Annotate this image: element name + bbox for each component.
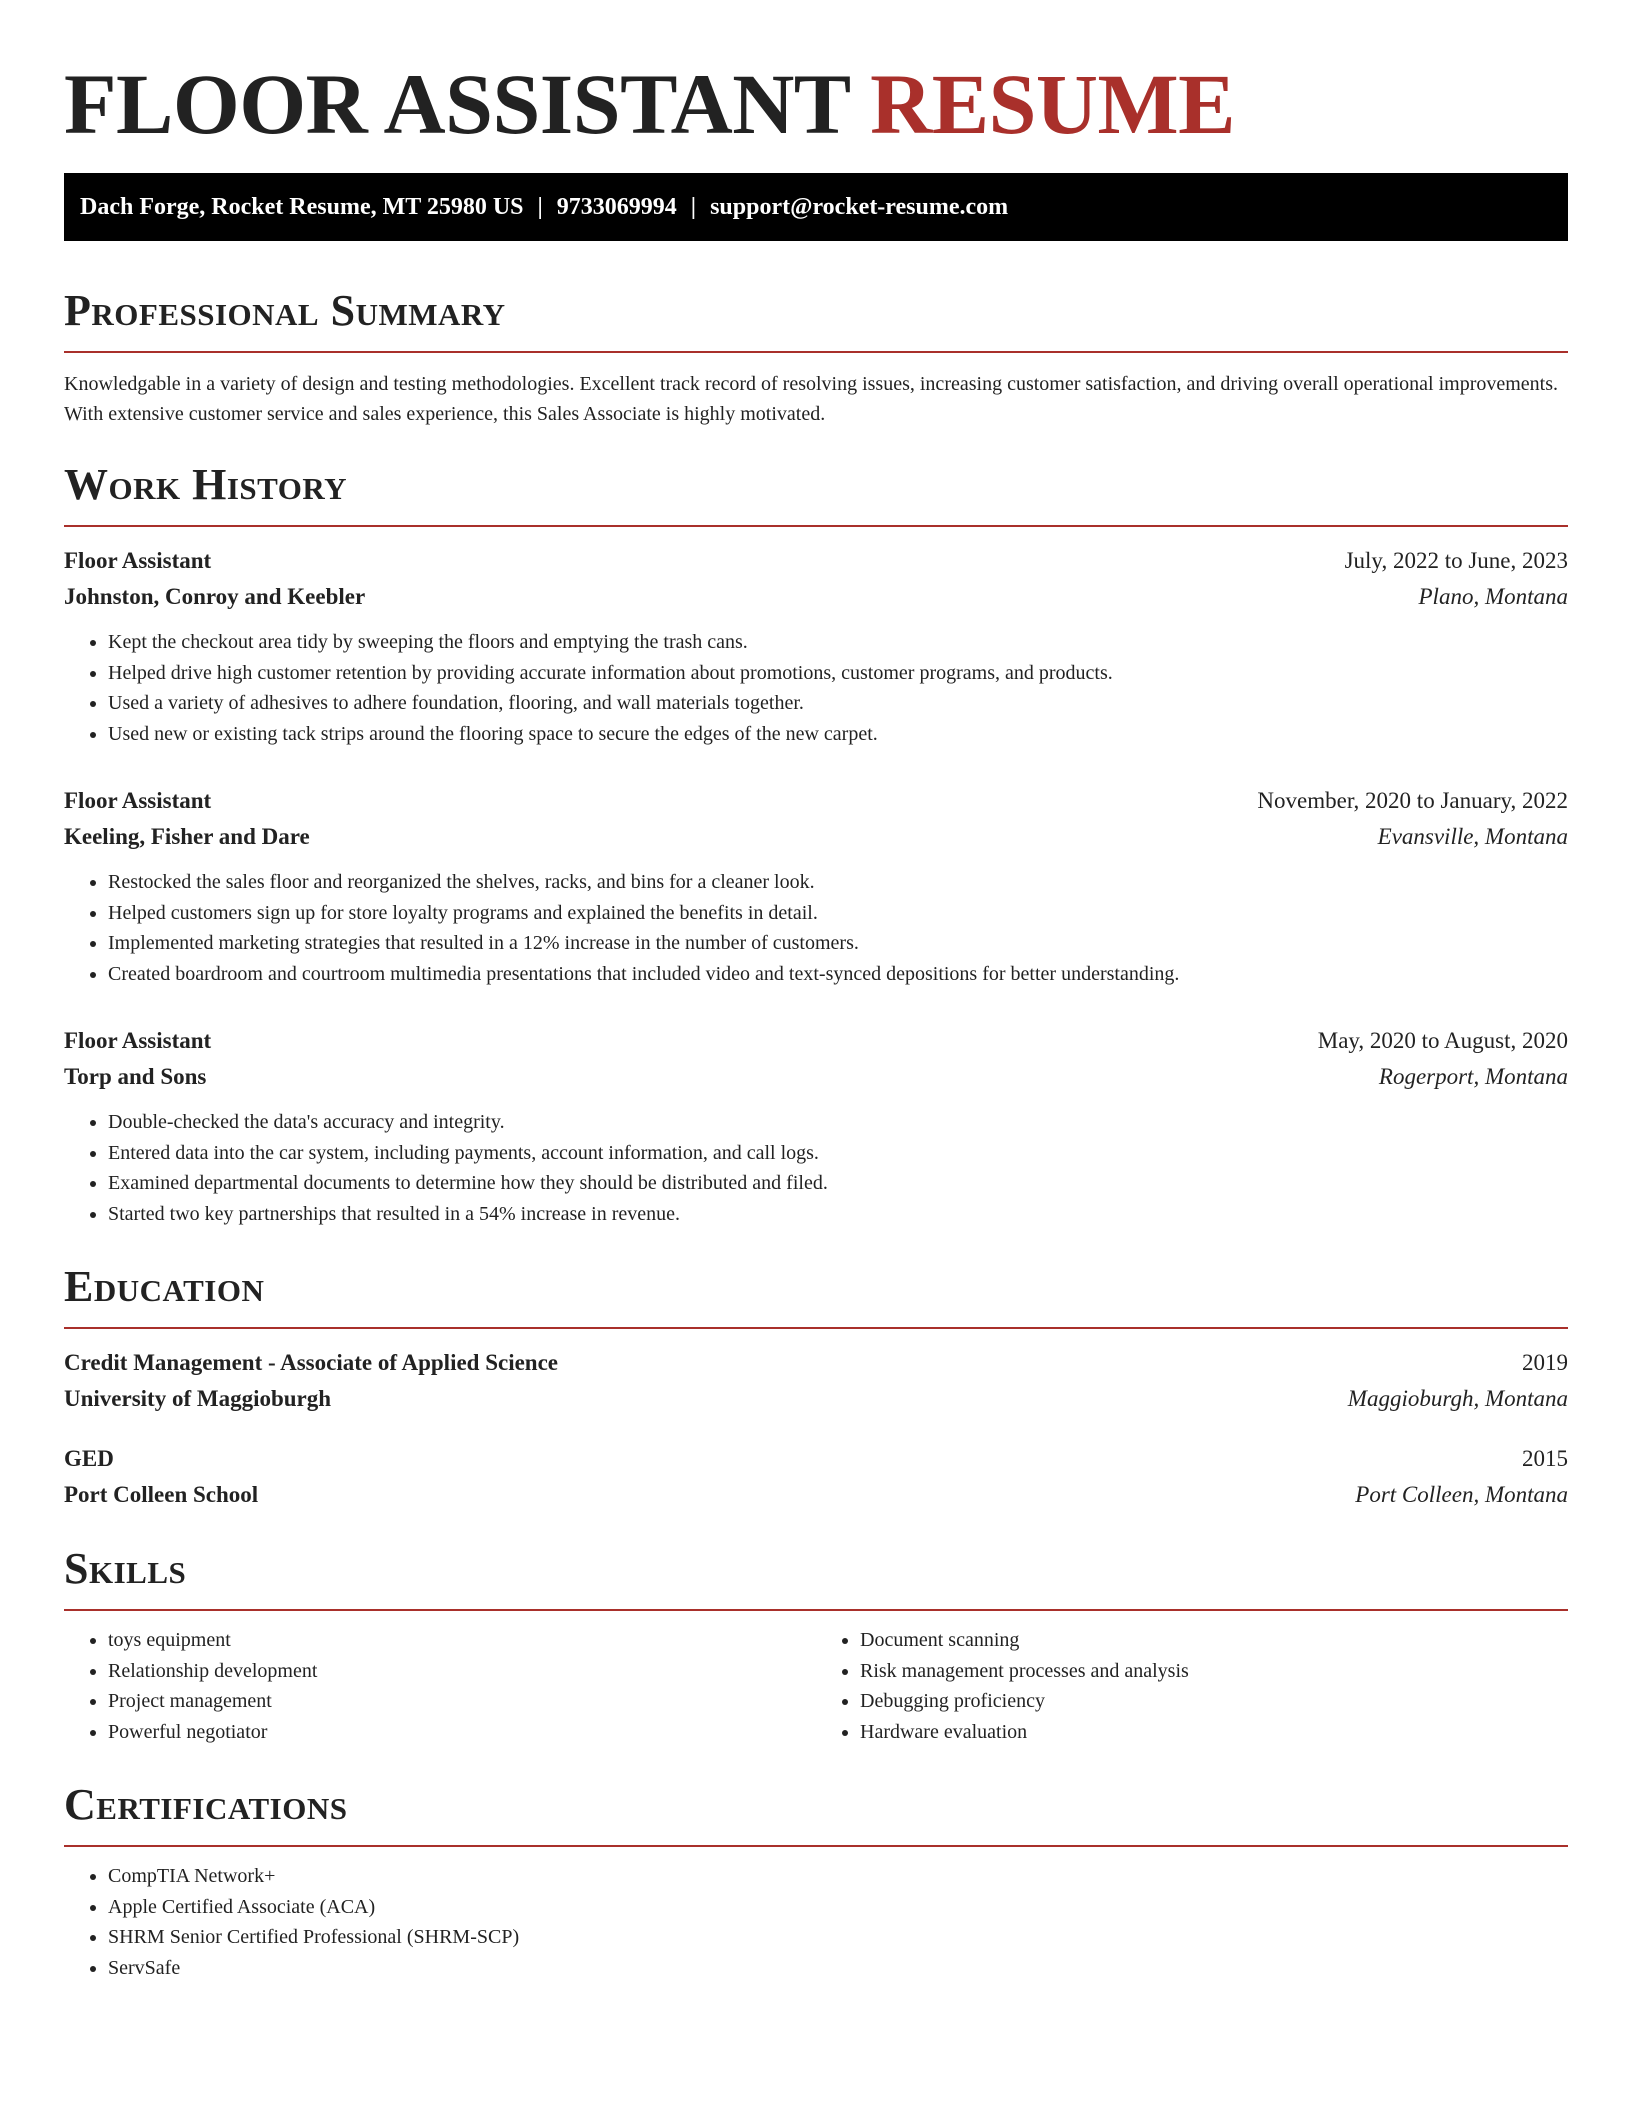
job-bullets (64, 867, 1568, 989)
education-header-row (64, 1441, 1568, 1477)
job-bullet: • Started two key partnerships that resulted in a 54% increase in revenue. (108, 1199, 1568, 1230)
job-bullet: • Used a variety of adhesives to adhere foundation, flooring, and wall materials together. (108, 688, 1568, 719)
job-bullet: • Used new or existing tack strips around the flooring space to secure the edges of the new carpet. (108, 719, 1568, 750)
contact-email: support@rocket-resume.com (710, 193, 1009, 220)
work-history-heading: Work History (64, 460, 348, 509)
job-bullet: • Double-checked the data's accuracy and integrity. (108, 1107, 1568, 1138)
job-header-row (64, 543, 1568, 579)
education-school-row (64, 1381, 1568, 1417)
skill-item: • Powerful negotiator (108, 1717, 816, 1748)
job-title: Floor Assistant (64, 788, 212, 813)
skill-item: • Risk management processes and analysis (860, 1656, 1568, 1687)
job-company-row (64, 819, 1568, 855)
skills-heading: Skills (64, 1544, 187, 1593)
job-company: Torp and Sons (64, 1064, 207, 1089)
skill-item: • Project management (108, 1686, 816, 1717)
job-bullets (64, 1107, 1568, 1229)
skill-item: • toys equipment (108, 1625, 816, 1656)
section-divider (64, 351, 1568, 353)
education-school: Port Colleen School (64, 1482, 259, 1507)
job-company-row (64, 1059, 1568, 1095)
job-bullet: • Implemented marketing strategies that resulted in a 12% increase in the number of customers. (108, 928, 1568, 959)
summary-text: Knowledgable in a variety of design and testing methodologies. Excellent track record of resolving issues, increasing customer satisfaction, and driving overall operational improvements. With extensive customer service and sales experience, this Sales Associate is highly motivated. (64, 373, 1559, 425)
contact-bar (64, 173, 1568, 241)
section-divider (64, 1845, 1568, 1847)
skill-item: • Debugging proficiency (860, 1686, 1568, 1717)
title-main: FLOOR ASSISTANT (64, 56, 850, 152)
education-year: 2015 (1522, 1446, 1568, 1471)
job-entry (64, 783, 1568, 989)
certification-item: • CompTIA Network+ (108, 1861, 1568, 1892)
work-history-section (64, 457, 1568, 1229)
contact-separator: | (537, 193, 543, 220)
job-bullets (64, 627, 1568, 749)
job-header-row (64, 1023, 1568, 1059)
education-school-row (64, 1477, 1568, 1513)
job-dates: May, 2020 to August, 2020 (1317, 1028, 1568, 1053)
certifications-heading: Certifications (64, 1780, 348, 1829)
job-bullet: • Helped drive high customer retention by providing accurate information about promotions, customer programs, and products. (108, 658, 1568, 689)
skill-item: • Hardware evaluation (860, 1717, 1568, 1748)
contact-phone: 9733069994 (556, 193, 677, 220)
certification-item: • Apple Certified Associate (ACA) (108, 1892, 1568, 1923)
job-title: Floor Assistant (64, 548, 212, 573)
education-degree: Credit Management - Associate of Applied Science (64, 1350, 559, 1375)
job-dates: November, 2020 to January, 2022 (1257, 788, 1568, 813)
job-bullet: • Kept the checkout area tidy by sweeping the floors and emptying the trash cans. (108, 627, 1568, 658)
job-location: Plano, Montana (1418, 584, 1568, 609)
certifications-section (64, 1777, 1568, 1983)
job-company-row (64, 579, 1568, 615)
summary-heading: Professional Summary (64, 286, 506, 335)
job-bullet: • Helped customers sign up for store loyalty programs and explained the benefits in detail. (108, 898, 1568, 929)
summary-section (64, 283, 1568, 429)
section-divider (64, 525, 1568, 527)
job-bullet: • Created boardroom and courtroom multimedia presentations that included video and text-synced depositions for better understanding. (108, 959, 1568, 990)
education-section (64, 1259, 1568, 1513)
skills-section (64, 1541, 1568, 1747)
certifications-list (64, 1861, 1568, 1983)
job-header-row (64, 783, 1568, 819)
job-entry (64, 543, 1568, 749)
skills-list-right (816, 1625, 1568, 1747)
job-location: Rogerport, Montana (1378, 1064, 1568, 1089)
job-bullet: • Examined departmental documents to determine how they should be distributed and filed. (108, 1168, 1568, 1199)
resume-title (64, 52, 1568, 156)
job-bullet: • Restocked the sales floor and reorganized the shelves, racks, and bins for a cleaner look. (108, 867, 1568, 898)
skill-item: • Relationship development (108, 1656, 816, 1687)
education-entry (64, 1345, 1568, 1417)
education-year: 2019 (1522, 1350, 1568, 1375)
job-company: Johnston, Conroy and Keebler (64, 584, 366, 609)
education-heading: Education (64, 1262, 265, 1311)
education-degree: GED (64, 1446, 114, 1471)
section-divider (64, 1327, 1568, 1329)
job-entry (64, 1023, 1568, 1229)
education-school: University of Maggioburgh (64, 1386, 332, 1411)
skills-list-left (64, 1625, 816, 1747)
skill-item: • Document scanning (860, 1625, 1568, 1656)
education-entry (64, 1441, 1568, 1513)
contact-address: Dach Forge, Rocket Resume, MT 25980 US (80, 193, 524, 220)
title-accent: RESUME (870, 56, 1236, 152)
section-divider (64, 1609, 1568, 1611)
skills-grid (64, 1625, 1568, 1747)
job-location: Evansville, Montana (1377, 824, 1568, 849)
education-location: Port Colleen, Montana (1355, 1482, 1568, 1507)
education-location: Maggioburgh, Montana (1347, 1386, 1568, 1411)
education-header-row (64, 1345, 1568, 1381)
job-company: Keeling, Fisher and Dare (64, 824, 310, 849)
contact-separator: | (690, 193, 697, 220)
job-title: Floor Assistant (64, 1028, 212, 1053)
job-bullet: • Entered data into the car system, including payments, account information, and call logs. (108, 1138, 1568, 1169)
certification-item: • ServSafe (108, 1953, 1568, 1984)
resume-page (64, 52, 1568, 1983)
job-dates: July, 2022 to June, 2023 (1344, 548, 1568, 573)
certification-item: • SHRM Senior Certified Professional (SHRM-SCP) (108, 1922, 1568, 1953)
